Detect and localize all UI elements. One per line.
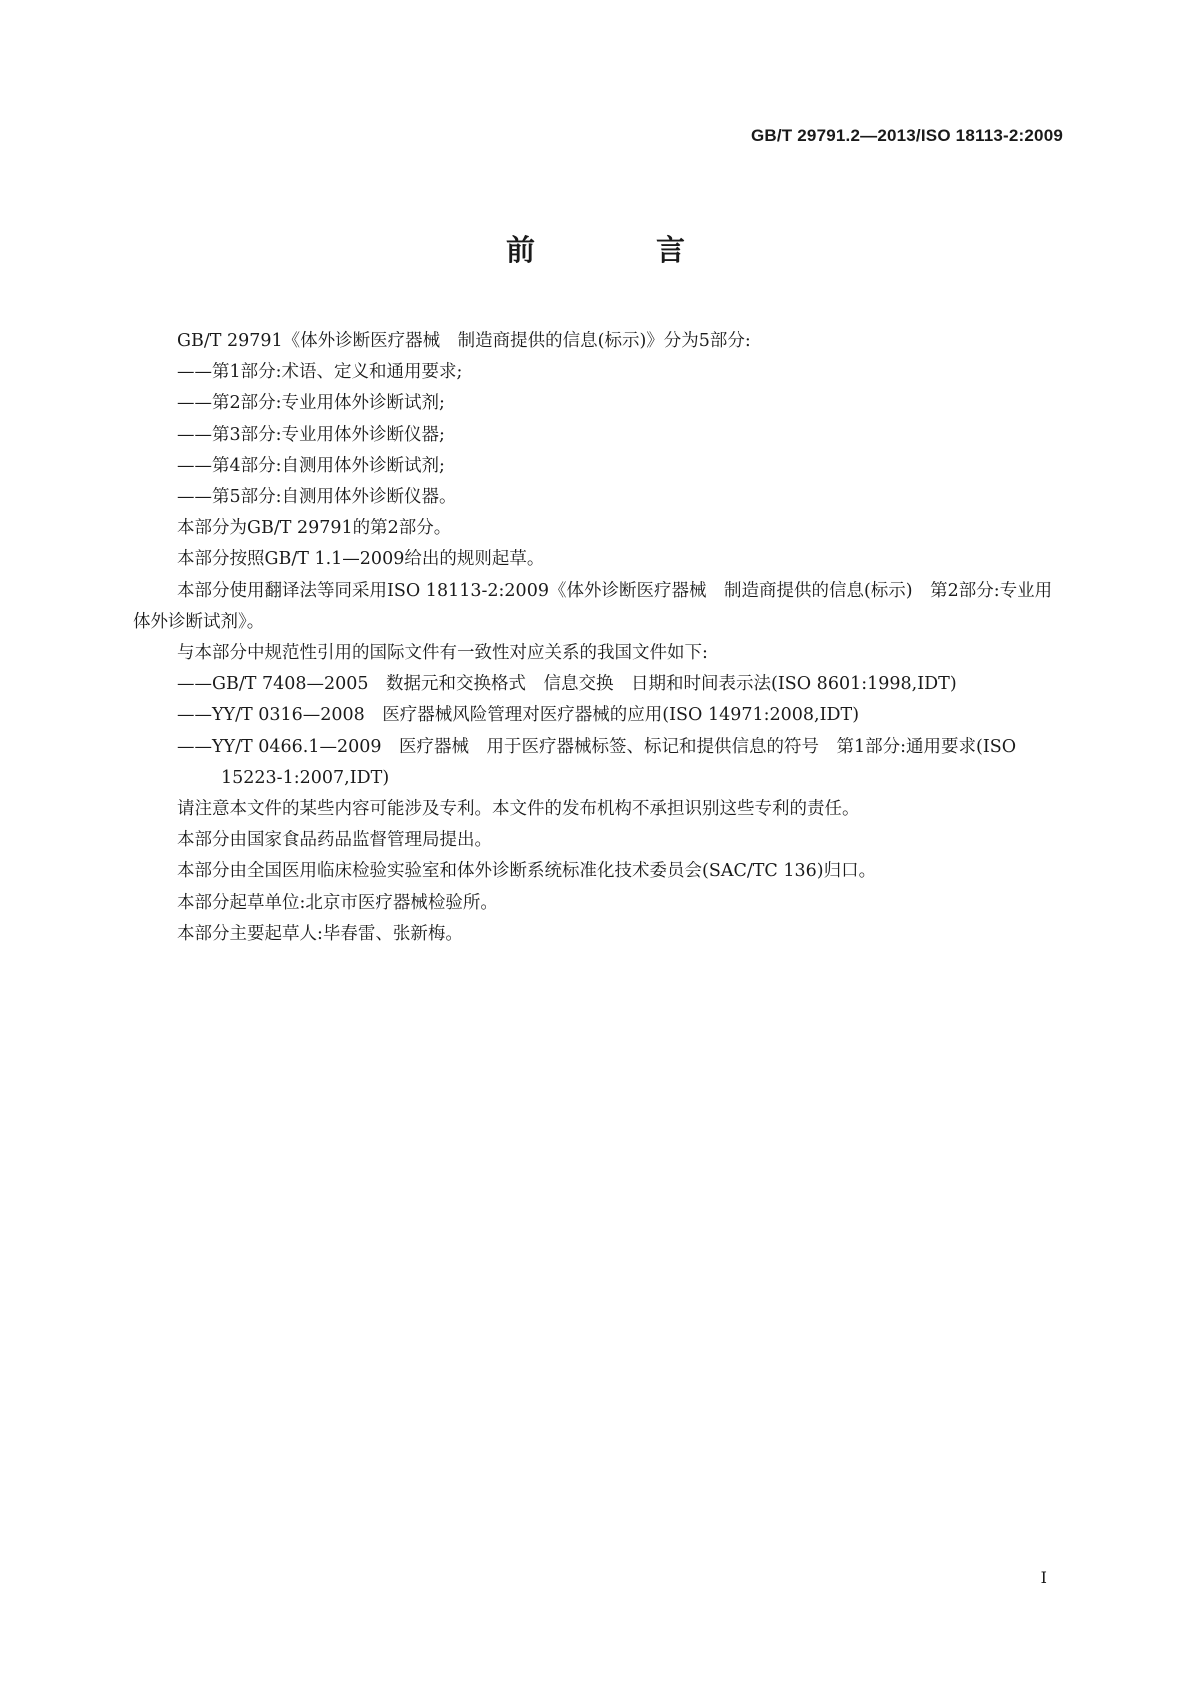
page-title: 前 言 xyxy=(505,233,731,267)
foreword-body xyxy=(133,326,1063,950)
list-item-part-4: ——第4部分:自测用体外诊断试剂; xyxy=(177,455,445,476)
intro-paragraph: GB/T 29791《体外诊断医疗器械 制造商提供的信息(标示)》分为5部分: xyxy=(177,331,751,351)
list-item-part-2: ——第2部分:专业用体外诊断试剂; xyxy=(177,393,445,414)
references-intro: 与本部分中规范性引用的国际文件有一致性对应关系的我国文件如下: xyxy=(177,643,708,664)
proposed-by: 本部分由国家食品药品监督管理局提出。 xyxy=(177,830,492,851)
part-statement: 本部分为GB/T 29791的第2部分。 xyxy=(177,518,452,539)
list-item-part-5: ——第5部分:自测用体外诊断仪器。 xyxy=(177,487,457,508)
standard-code-header: GB/T 29791.2—2013/ISO 18113-2:2009 xyxy=(750,126,1063,145)
translation-statement: 本部分使用翻译法等同采用ISO 18113-2:2009《体外诊断医疗器械 制造商提供的信息(标示) 第2部分:专业用体外诊断试剂》。 xyxy=(133,580,1053,632)
drafting-unit: 本部分起草单位:北京市医疗器械检验所。 xyxy=(177,892,498,913)
patent-notice: 请注意本文件的某些内容可能涉及专利。本文件的发布机构不承担识别这些专利的责任。 xyxy=(177,799,860,820)
drafting-rules: 本部分按照GB/T 1.1—2009给出的规则起草。 xyxy=(177,549,545,570)
reference-item-yyt-0316: ——YY/T 0316—2008 医疗器械风险管理对医疗器械的应用(ISO 14971:2008,IDT) xyxy=(177,705,860,726)
reference-item-yyt-0466: ——YY/T 0466.1—2009 医疗器械 用于医疗器械标签、标记和提供信息的符号 第1部分:通用要求(ISO 15223-1:2007,IDT) xyxy=(177,736,1017,788)
main-drafters: 本部分主要起草人:毕春雷、张新梅。 xyxy=(177,923,463,944)
list-item-part-3: ——第3部分:专业用体外诊断仪器; xyxy=(177,424,445,445)
managed-by: 本部分由全国医用临床检验实验室和体外诊断系统标准化技术委员会(SAC/TC 136)归口。 xyxy=(177,861,877,882)
reference-item-gbt-7408: ——GB/T 7408—2005 数据元和交换格式 信息交换 日期和时间表示法(ISO 8601:1998,IDT) xyxy=(177,674,957,695)
list-item-part-1: ——第1部分:术语、定义和通用要求; xyxy=(177,362,463,383)
page-number: I xyxy=(1040,1568,1047,1587)
